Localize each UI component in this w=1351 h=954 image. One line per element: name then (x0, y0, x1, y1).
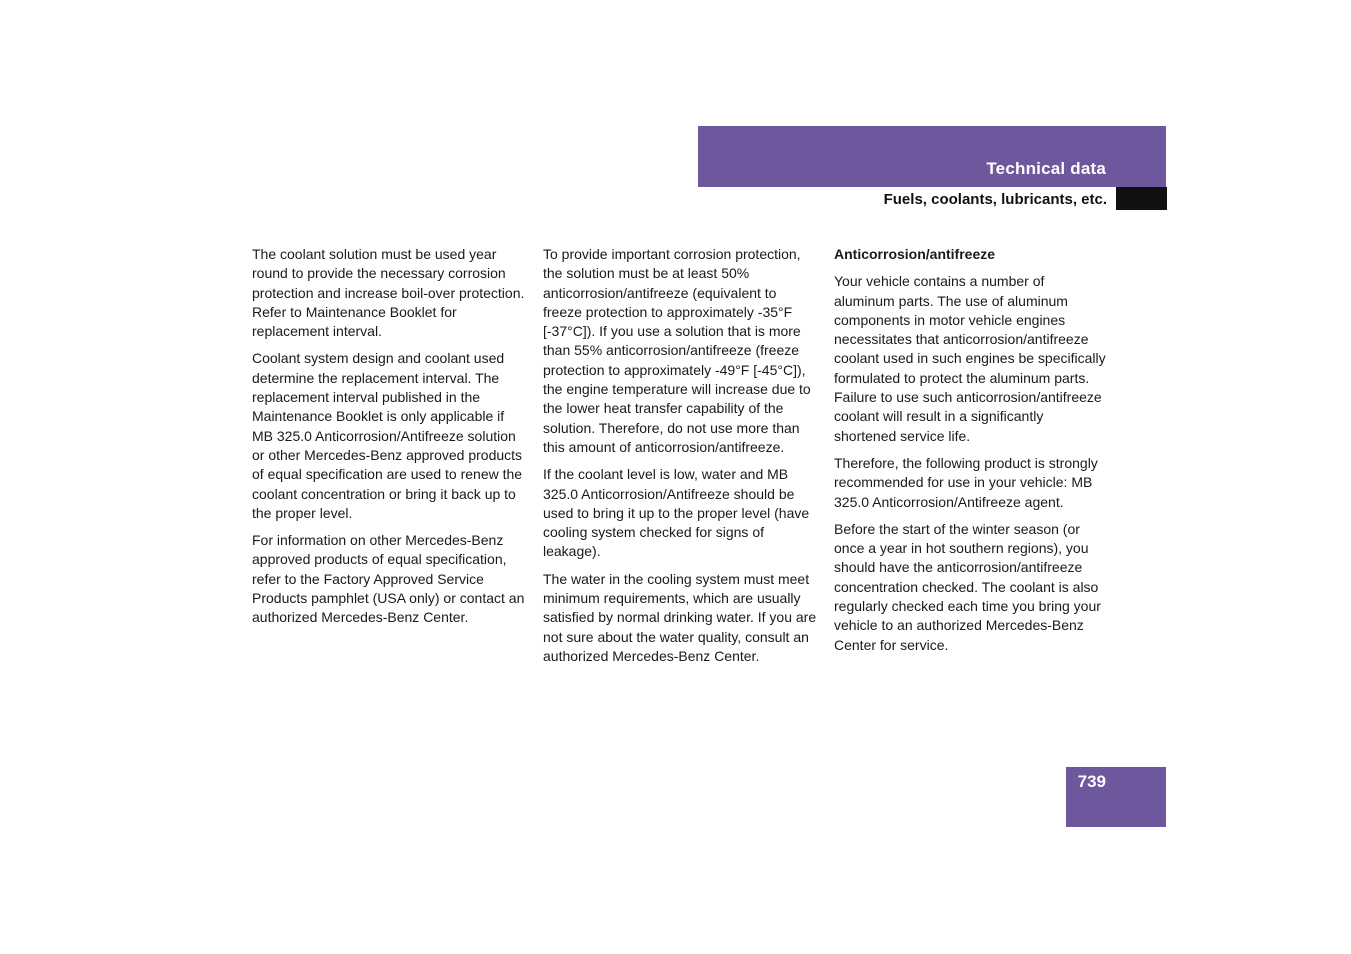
section-header-band (698, 126, 1166, 187)
paragraph: The water in the cooling system must meet minimum requirements, which are usually satisfied by normal drinking water. If you are not sure about the water quality, consult an authorized Mercedes-Benz Center. (543, 570, 817, 664)
subheading: Anticorrosion/antifreeze (834, 246, 996, 262)
section-title: Technical data (986, 159, 1106, 178)
paragraph: Coolant system design and coolant used determine the replacement interval. The replacement interval published in the Maintenance Booklet is only applicable if MB 325.0 Anticorrosion/Antifreeze solution or other Mercedes-Benz approved products of equal specification are used to renew the coolant concentration or bring it back up to the proper level. (252, 350, 523, 521)
paragraph: If the coolant level is low, water and MB 325.0 Anticorrosion/Antifreeze should be used to bring it up to the proper level (have cooling system checked for signs of leakage). (543, 466, 810, 560)
subsection-marker (1116, 187, 1167, 210)
paragraph: Before the start of the winter season (or once a year in hot southern regions), you should have the anticorrosion/antifreeze concentration checked. The coolant is also regularly checked each time you bring your vehicle to an authorized Mercedes-Benz Center for service. (834, 520, 1101, 653)
paragraph: For information on other Mercedes-Benz approved products of equal specification, refer to the Factory Approved Service Products pamphlet (USA only) or contact an authorized Mercedes-Benz Center. (252, 532, 525, 626)
paragraph: Your vehicle contains a number of aluminum parts. The use of aluminum components in motor vehicle engines necessitates that anticorrosion/antifreeze coolant used in such engines be specifically formulated to protect the aluminum parts. Failure to use such anticorrosion/antifreeze coolant will result in a significantly shortened service life. (834, 273, 1106, 444)
paragraph: Therefore, the following product is strongly recommended for use in your vehicle: MB 325.0 Anticorrosion/Antifreeze agent. (834, 454, 1098, 510)
subsection-title: Fuels, coolants, lubricants, etc. (883, 191, 1107, 208)
paragraph: The coolant solution must be used year round to provide the necessary corrosion protection and increase boil-over protection. Refer to Maintenance Booklet for replacement interval. (252, 246, 525, 340)
page-number-box (1066, 767, 1166, 827)
text-column-3 (834, 245, 1108, 663)
paragraph: To provide important corrosion protection, the solution must be at least 50% anticorrosion/antifreeze (equivalent to freeze protection to approximately -35°F [-37°C]). If you use a solution that is more than 55% anticorrosion/antifreeze (freeze protection to approximately -49°F [-45°C]), the engine temperature will increase due to the lower heat transfer capability of the solution. Therefore, do not use more than this amount of anticorrosion/antifreeze. (543, 246, 811, 455)
page-number: 739 (1077, 772, 1106, 791)
text-column-2 (543, 245, 817, 674)
text-column-1 (252, 245, 526, 636)
